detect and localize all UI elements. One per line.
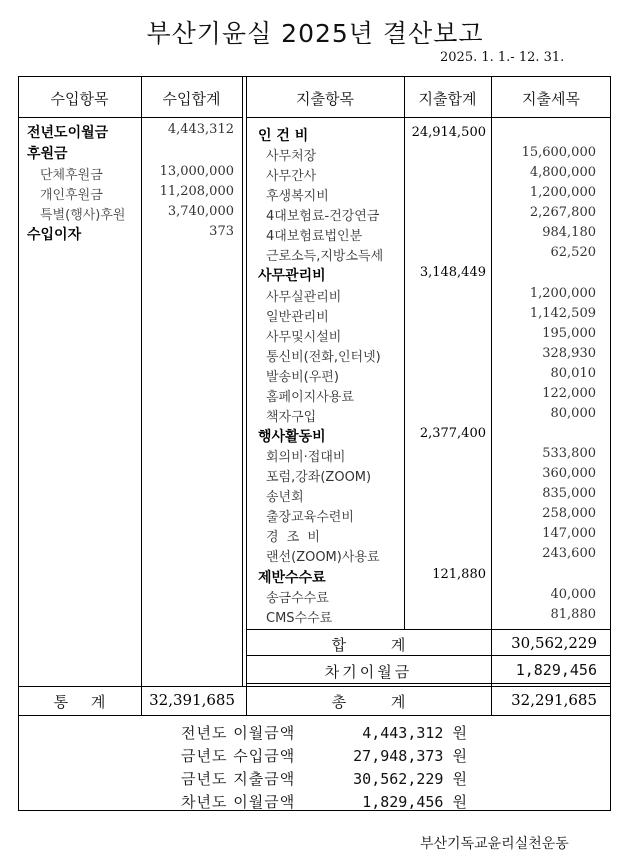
summary-label: 금년도 수입금액	[181, 747, 296, 765]
expense-category-label: 사무관리비	[258, 268, 326, 284]
income-label: 개인후원금	[40, 188, 103, 203]
income-amount: 11,208,000	[159, 184, 234, 199]
income-item-header: 수입항목	[50, 90, 109, 108]
income-label: 수입이자	[27, 227, 82, 243]
expense-item-amount: 1,200,000	[529, 185, 596, 200]
expense-item-amount: 258,000	[542, 506, 596, 521]
summary-label: 전년도 이월금액	[181, 724, 296, 742]
income-label: 전년도이월금	[27, 125, 109, 141]
expense-item-label: 포럼,강좌(ZOOM)	[266, 470, 372, 485]
organization-name: 부산기독교윤리실천운동	[420, 836, 569, 852]
expense-item-label: 경 조 비	[266, 530, 322, 545]
income-label: 특별(행사)후원	[40, 208, 126, 223]
expense-item-label: 랜선(ZOOM)사용료	[266, 550, 380, 565]
expense-item-label: 사무실관리비	[266, 290, 342, 305]
expense-item-amount: 2,267,800	[529, 205, 596, 220]
expense-grand-total-amount: 32,291,685	[511, 691, 597, 709]
expense-item-amount: 243,600	[542, 546, 596, 561]
expense-item-label: 후생복지비	[266, 189, 329, 204]
expense-item-label: 회의비·접대비	[266, 450, 346, 465]
expense-item-amount: 195,000	[542, 326, 596, 341]
expense-item-label: 근로소득,지방소득세	[266, 249, 384, 264]
expense-item-amount: 81,880	[550, 607, 596, 622]
income-label: 후원금	[27, 146, 68, 162]
expense-item-amount: 40,000	[550, 587, 596, 602]
income-grand-total-label: 통 계	[53, 693, 106, 711]
expense-sum-label: 합 계	[331, 636, 406, 654]
expense-item-label: 사무처장	[266, 149, 317, 164]
income-grand-total-amount: 32,391,685	[149, 691, 235, 709]
expense-category-total: 2,377,400	[419, 426, 486, 441]
carryover-amount: 1,829,456	[515, 661, 597, 679]
expense-item-label: 송금수수료	[266, 591, 329, 606]
expense-item-label: 홈페이지사용료	[266, 390, 354, 405]
income-amount: 13,000,000	[159, 164, 234, 179]
summary-label: 차년도 이월금액	[181, 793, 296, 811]
carryover-label: 차기이월금	[324, 663, 413, 681]
expense-category-total: 24,914,500	[411, 125, 486, 140]
expense-item-amount: 62,520	[550, 245, 596, 260]
expense-item-label: CMS수수료	[266, 611, 333, 626]
expense-item-label: 출장교육수련비	[266, 510, 354, 525]
expense-item-amount: 4,800,000	[529, 165, 596, 180]
expense-category-total: 3,148,449	[419, 265, 486, 280]
expense-grand-total-label: 총 계	[331, 693, 406, 711]
expense-detail-header: 지출세목	[522, 90, 580, 108]
expense-item-label: 책자구입	[266, 410, 317, 425]
expense-item-label: 4대보험료법인분	[266, 229, 363, 244]
expense-item-label: 송년회	[266, 490, 304, 505]
expense-item-label: 통신비(전화,인터넷)	[266, 350, 381, 365]
expense-total-header: 지출합계	[418, 90, 477, 108]
expense-item-label: 사무및시설비	[266, 330, 342, 345]
income-label: 단체후원금	[40, 168, 103, 183]
expense-item-amount: 984,180	[542, 225, 596, 240]
summary-label: 금년도 지출금액	[181, 770, 296, 788]
page-title: 부산기윤실 2025년 결산보고	[146, 19, 484, 48]
income-amount: 3,740,000	[167, 204, 234, 219]
income-total-header: 수입합계	[162, 90, 221, 108]
expense-item-label: 사무간사	[266, 169, 317, 184]
expense-category-label: 행사활동비	[258, 429, 326, 445]
report-period: 2025. 1. 1.- 12. 31.	[440, 50, 565, 65]
expense-sum-amount: 30,562,229	[511, 634, 597, 652]
expense-item-amount: 80,000	[550, 406, 596, 421]
income-amount: 4,443,312	[167, 122, 234, 137]
expense-item-label: 발송비(우편)	[266, 370, 339, 385]
summary-amount: 27,948,373 원	[353, 747, 467, 765]
expense-item-amount: 80,010	[550, 366, 596, 381]
expense-item-amount: 15,600,000	[521, 145, 596, 160]
summary-amount: 30,562,229 원	[353, 770, 467, 788]
expense-item-amount: 328,930	[542, 346, 596, 361]
expense-item-amount: 360,000	[542, 466, 596, 481]
expense-category-total: 121,880	[432, 567, 486, 582]
expense-item-amount: 1,200,000	[529, 286, 596, 301]
expense-item-amount: 122,000	[542, 386, 596, 401]
expense-category-label: 인 건 비	[258, 128, 309, 144]
income-amount: 373	[209, 224, 234, 239]
expense-item-amount: 1,142,509	[529, 306, 596, 321]
expense-item-amount: 533,800	[542, 446, 596, 461]
summary-amount: 4,443,312 원	[362, 724, 467, 742]
expense-category-label: 제반수수료	[258, 570, 326, 586]
expense-item-header: 지출항목	[296, 90, 354, 108]
expense-item-amount: 835,000	[542, 486, 596, 501]
expense-item-label: 일반관리비	[266, 310, 329, 325]
summary-amount: 1,829,456 원	[362, 793, 467, 811]
expense-item-amount: 147,000	[542, 526, 596, 541]
expense-item-label: 4대보험료-건강연금	[266, 209, 380, 224]
